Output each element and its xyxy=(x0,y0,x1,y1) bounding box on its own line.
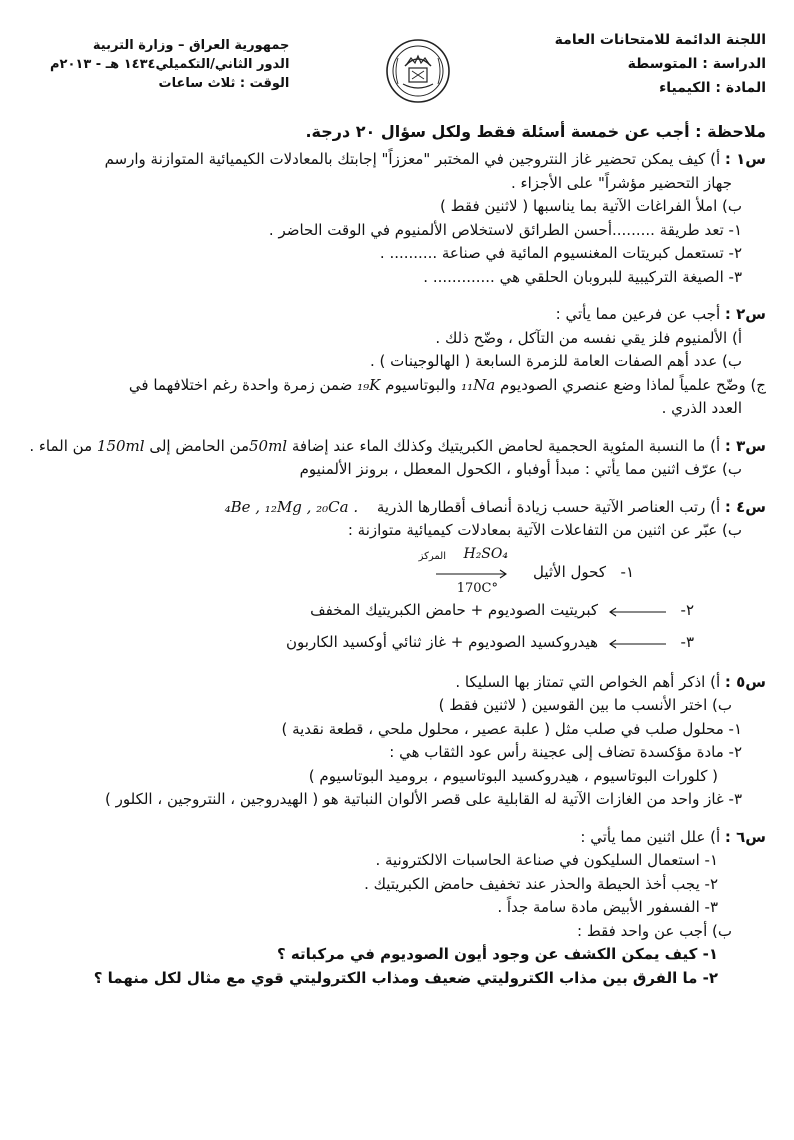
q6-part-a: أ) علل اثنين مما يأتي : xyxy=(580,827,721,846)
ministry-seal-icon xyxy=(385,38,451,104)
q2-part-c-mid: والبوتاسيوم xyxy=(385,375,457,394)
q5-part-b: ب) اختر الأنسب ما بين القوسين ( لاثنين فقط ) xyxy=(438,696,732,714)
q2-part-c: ج) وضّح علمياً لماذا وضع عنصري الصوديوم xyxy=(499,375,766,394)
q1-b-item-3: ٣- الصيغة التركيبية للبروبان الحلقي هي ............. . xyxy=(423,267,742,286)
water-volume: 150ml xyxy=(96,436,145,455)
sodium-symbol: ₁₁Na xyxy=(461,375,496,394)
element-list: ₄Be , ₁₂Mg , ₂₀Ca . xyxy=(224,497,359,516)
q2-part-b: ب) عدد أهم الصفات العامة للزمرة السابعة ( الهالوجينات ) . xyxy=(369,352,742,370)
exam-duration: الوقت : ثلاث ساعات xyxy=(158,76,290,91)
q2-part-c-cont: العدد الذري . xyxy=(661,399,742,417)
question-2 xyxy=(36,303,766,421)
q5-b-item-1: ١- محلول صلب في صلب مثل ( علبة عصير ، محلول ملحي ، قطعة نقدية ) xyxy=(281,719,742,738)
q6-b-item-1: ١- كيف يمكن الكشف عن وجود أيون الصوديوم في مركباته ؟ xyxy=(276,945,718,963)
reaction-arrow-icon xyxy=(608,639,668,649)
q2-title: أجب عن فرعين مما يأتي : xyxy=(555,305,721,323)
header-right-block xyxy=(555,28,766,100)
subject-name: المادة : الكيمياء xyxy=(659,80,766,96)
q5-b-item-2: ٢- مادة مؤكسدة تضاف إلى عجينة رأس عود الثقاب هي : xyxy=(389,743,742,761)
q3-part-a: أ) ما النسبة المئوية الحجمية لحامض الكبريتيك وكذلك الماء عند إضافة xyxy=(291,436,721,455)
q2-part-c-end: ضمن زمرة واحدة رغم اختلافهما في xyxy=(128,375,353,394)
reaction-number: ٢- xyxy=(680,600,694,619)
reaction-2-reactants: كبريتيت الصوديوم + حامض الكبريتيك المخفف xyxy=(310,600,598,619)
q6-a-item-2: ٢- يجب أخذ الحيطة والحذر عند تخفيف حامض الكبريتيك . xyxy=(364,874,718,893)
q4-part-a: أ) رتب العناصر الآتية حسب زيادة أنصاف أقطارها الذرية xyxy=(376,497,721,516)
q4-part-b: ب) عبّر عن اثنين من التفاعلات الآتية بمعادلات كيميائية متوازنة : xyxy=(347,521,742,539)
q6-a-item-3: ٣- الفسفور الأبيض مادة سامة جداً . xyxy=(497,898,718,916)
question-6 xyxy=(36,826,766,991)
q1-b-item-1: ١- تعد طريقة .........أحسن الطرائق لاستخلاص الألمنيوم في الوقت الحاضر . xyxy=(268,220,742,239)
acid-volume: 50ml xyxy=(249,436,288,455)
q3-part-a-mid: من الحامض إلى xyxy=(149,436,249,455)
reaction-3-reactants: هيدروكسيد الصوديوم + غاز ثنائي أوكسيد الكاربون xyxy=(286,632,598,651)
q6-b-item-2: ٢- ما الفرق بين مذاب الكتروليتي ضعيف ومذاب الكتروليتي قوي مع مثال لكل منهما ؟ xyxy=(93,968,718,987)
reaction-1-reactant: كحول الأثيل xyxy=(532,562,606,581)
q1-part-a: أ) كيف يمكن تحضير غاز النتروجين في المختبر "معززاً" إجابتك بالمعادلات الكيميائية المتوازنة وارسم xyxy=(104,150,721,168)
question-number: س٢ : xyxy=(724,305,766,323)
q5-b-item-2-options: ( كلورات البوتاسيوم ، هيدروكسيد البوتاسيوم ، بروميد البوتاسيوم ) xyxy=(308,766,718,785)
reaction-number: ١- xyxy=(620,562,634,581)
exam-header xyxy=(40,28,766,112)
reaction-arrow-icon xyxy=(608,607,668,617)
exam-session: الدور الثاني/التكميلي١٤٣٤ هـ - ٢٠١٣م xyxy=(50,57,290,72)
q5-b-item-3: ٣- غاز واحد من الغازات الآتية له القابلية على قصر الألوان النباتية هو ( الهيدروجين ، النتروجين ، الكلور ) xyxy=(104,790,742,808)
question-number: س٣ : xyxy=(724,436,766,455)
reaction-1 xyxy=(36,543,766,596)
question-4 xyxy=(36,496,766,657)
reagent-formula: H₂SO₄ xyxy=(463,545,508,562)
question-5 xyxy=(36,671,766,812)
questions-body xyxy=(29,148,766,990)
reagent-concentration: المركز xyxy=(418,550,446,562)
question-1 xyxy=(36,148,766,289)
q6-part-b: ب) أجب عن واحد فقط : xyxy=(577,921,732,940)
reaction-2 xyxy=(36,593,766,625)
q1-b-item-2: ٢- تستعمل كبريتات المغنسيوم المائية في صناعة .......... . xyxy=(379,244,742,262)
q1-part-a-cont: جهاز التحضير مؤشراً" على الأجزاء . xyxy=(511,173,732,192)
q5-part-a: أ) اذكر أهم الخواص التي تمتاز بها السليكا . xyxy=(455,672,721,691)
reaction-temperature: 170C° xyxy=(456,580,498,596)
q3-part-a-end: من الماء . xyxy=(29,436,93,455)
q2-part-a: أ) الألمنيوم فلز يقي نفسه من التآكل ، وضّح ذلك . xyxy=(435,328,742,347)
q6-a-item-1: ١- استعمال السليكون في صناعة الحاسبات الالكترونية . xyxy=(375,851,718,869)
question-3 xyxy=(29,435,766,482)
question-number: س٤ : xyxy=(724,497,766,516)
exam-instruction-note: ملاحظة : أجب عن خمسة أسئلة فقط ولكل سؤال ٢٠ درجة. xyxy=(305,122,766,141)
committee-name: اللجنة الدائمة للامتحانات العامة xyxy=(554,32,766,48)
reaction-number: ٣- xyxy=(680,632,694,651)
question-number: س٦ : xyxy=(724,827,766,846)
header-left-block xyxy=(50,36,289,93)
question-number: س٥ : xyxy=(724,672,766,691)
q1-part-b: ب) املأ الفراغات الآتية بما يناسبها ( لاثنين فقط ) xyxy=(440,197,742,215)
study-level: الدراسة : المتوسطة xyxy=(627,56,766,72)
reaction-3 xyxy=(36,625,766,657)
question-number: س١ : xyxy=(724,150,766,168)
country-ministry: جمهورية العراق – وزارة التربية xyxy=(92,38,290,53)
potassium-symbol: ₁₉K xyxy=(357,375,381,394)
q3-part-b: ب) عرّف اثنين مما يأتي : مبدأ أوفباو ، الكحول المعطل ، برونز الألمنيوم xyxy=(299,460,742,478)
